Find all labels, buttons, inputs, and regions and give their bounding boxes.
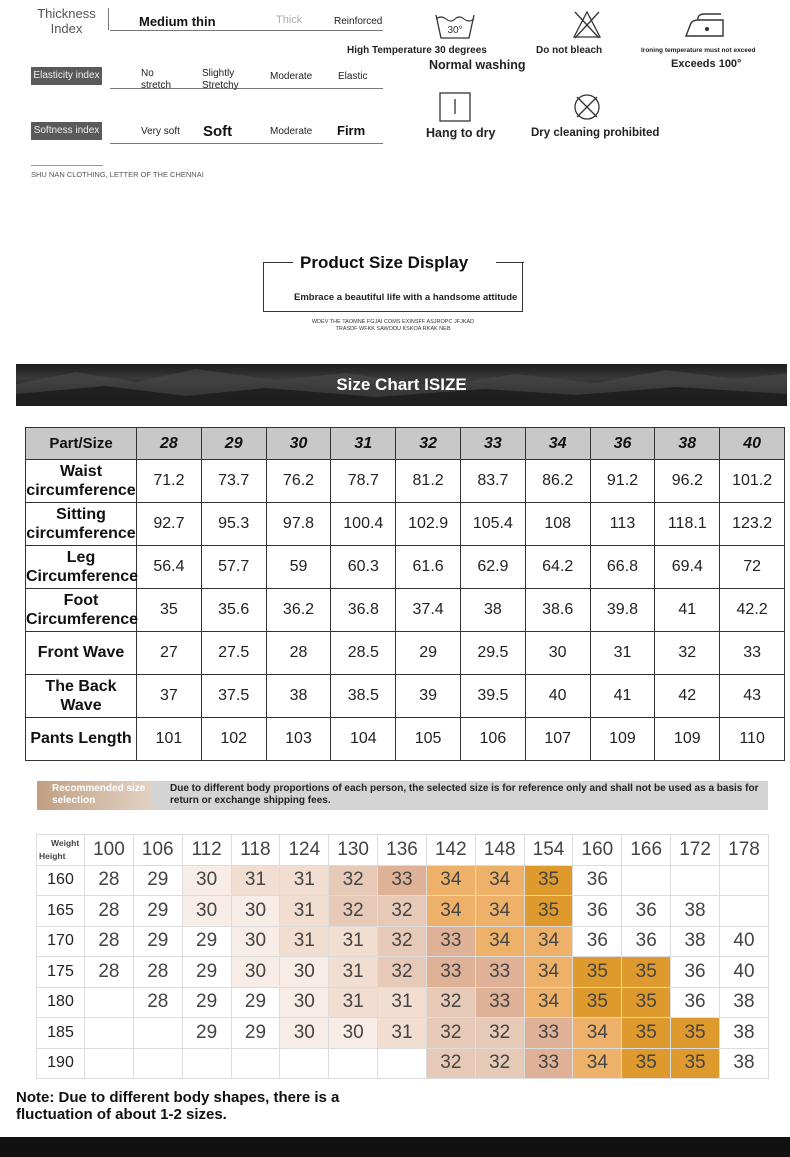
- banner-title: Size Chart ISIZE: [336, 375, 467, 394]
- size-header: 30: [266, 428, 331, 460]
- iron-label: Exceeds 100°: [671, 58, 742, 70]
- recommended-size: 36: [671, 957, 720, 988]
- measurement-value: 38: [266, 675, 331, 718]
- recommended-size: 31: [231, 865, 280, 896]
- measurement-value: 69.4: [655, 546, 720, 589]
- recommended-size: 34: [426, 865, 475, 896]
- elasticity-option: Moderate: [270, 71, 313, 82]
- recommended-size: [182, 1048, 231, 1079]
- thickness-option: Medium thin: [139, 14, 216, 29]
- softness-option: Firm: [337, 123, 366, 138]
- display-subtitle: Embrace a beautiful life with a handsome attitude: [294, 292, 518, 303]
- recommended-size: 38: [719, 1048, 768, 1079]
- recommended-size: 32: [426, 1018, 475, 1049]
- softness-line: [110, 143, 383, 144]
- height-row: [37, 987, 769, 1018]
- weight-header: 112: [182, 835, 231, 866]
- recommended-size: 29: [231, 987, 280, 1018]
- height-value: 175: [37, 957, 85, 988]
- recommended-size: 32: [378, 926, 427, 957]
- measurement-label: Pants Length: [26, 718, 137, 761]
- recommended-size: 29: [231, 1018, 280, 1049]
- weight-header: 142: [426, 835, 475, 866]
- recommended-size: 30: [182, 896, 231, 927]
- recommended-size: 28: [85, 957, 134, 988]
- measurement-value: 43: [720, 675, 785, 718]
- measurement-value: 78.7: [331, 460, 396, 503]
- measurement-value: 102.9: [396, 503, 461, 546]
- measurement-label: Waist circumference: [26, 460, 137, 503]
- measurement-value: 35: [137, 589, 202, 632]
- recommended-size: 30: [231, 896, 280, 927]
- weight-header: 100: [85, 835, 134, 866]
- measurement-value: 29.5: [460, 632, 525, 675]
- measurement-value: 56.4: [137, 546, 202, 589]
- measurement-value: 103: [266, 718, 331, 761]
- recommended-size: 29: [182, 957, 231, 988]
- hang-dry-icon: [439, 92, 471, 122]
- recommended-size: 36: [622, 926, 671, 957]
- recommended-size: 29: [182, 926, 231, 957]
- recommended-size: 34: [524, 926, 573, 957]
- measurement-value: 105: [396, 718, 461, 761]
- recommended-size: 35: [622, 1048, 671, 1079]
- size-header: 34: [525, 428, 590, 460]
- recommended-size: [719, 896, 768, 927]
- recommended-size: 31: [329, 957, 378, 988]
- dryclean-label: Dry cleaning prohibited: [531, 127, 660, 139]
- height-value: 190: [37, 1048, 85, 1079]
- recommended-size: 32: [475, 1048, 524, 1079]
- divider: [108, 8, 109, 30]
- recommended-size: 31: [280, 896, 329, 927]
- recommended-size: 33: [475, 957, 524, 988]
- recommended-size: 32: [426, 1048, 475, 1079]
- size-header: 36: [590, 428, 655, 460]
- recommended-size: [378, 1048, 427, 1079]
- measurement-value: 38.6: [525, 589, 590, 632]
- recommend-grid: [36, 834, 769, 1079]
- recommend-tag: Recommended size selection: [37, 781, 151, 810]
- recommended-size: 32: [329, 865, 378, 896]
- height-value: 160: [37, 865, 85, 896]
- weight-header: 148: [475, 835, 524, 866]
- wash-30-icon: [434, 12, 476, 40]
- softness-option: Soft: [203, 123, 233, 140]
- svg-text:30°: 30°: [447, 25, 463, 36]
- measurement-value: 71.2: [137, 460, 202, 503]
- fit-note: Note: Due to different body shapes, there is a fluctuation of about 1-2 sizes.: [16, 1089, 340, 1123]
- bleach-label: Do not bleach: [536, 45, 603, 56]
- weight-header: 106: [133, 835, 182, 866]
- height-row: [37, 926, 769, 957]
- measurement-value: 42: [655, 675, 720, 718]
- wash-label: Normal washing: [429, 58, 526, 72]
- recommended-size: 36: [671, 987, 720, 1018]
- recommended-size: 28: [85, 926, 134, 957]
- measurement-value: 66.8: [590, 546, 655, 589]
- height-value: 185: [37, 1018, 85, 1049]
- height-value: 180: [37, 987, 85, 1018]
- weight-header: 154: [524, 835, 573, 866]
- measurement-value: 62.9: [460, 546, 525, 589]
- measurement-value: 30: [525, 632, 590, 675]
- recommended-size: 35: [573, 957, 622, 988]
- corner-cell: Part/Size: [26, 428, 137, 460]
- thickness-option: Thick: [276, 14, 303, 26]
- recommended-size: [133, 1018, 182, 1049]
- recommended-size: 30: [231, 957, 280, 988]
- measurement-value: 39: [396, 675, 461, 718]
- recommended-size: 31: [329, 926, 378, 957]
- iron-icon: [683, 12, 727, 38]
- measurement-value: 64.2: [525, 546, 590, 589]
- code-line: WDEV THE TAOMNE FGJAI COMS EXINSFF ASJROPC JFJKAD: [311, 319, 475, 325]
- measurement-value: 96.2: [655, 460, 720, 503]
- recommended-size: 38: [719, 1018, 768, 1049]
- size-header: 33: [460, 428, 525, 460]
- recommended-size: 34: [475, 926, 524, 957]
- measurement-value: 61.6: [396, 546, 461, 589]
- measurement-value: 37.5: [201, 675, 266, 718]
- weight-header: 178: [719, 835, 768, 866]
- recommended-size: 29: [182, 1018, 231, 1049]
- measurement-label: Sitting circumference: [26, 503, 137, 546]
- recommended-size: 35: [573, 987, 622, 1018]
- recommended-size: 28: [133, 957, 182, 988]
- measurement-value: 37.4: [396, 589, 461, 632]
- measurement-value: 104: [331, 718, 396, 761]
- measurement-value: 27.5: [201, 632, 266, 675]
- recommended-size: 29: [182, 987, 231, 1018]
- weight-header: 166: [622, 835, 671, 866]
- recommended-size: 35: [671, 1048, 720, 1079]
- recommended-size: 33: [426, 957, 475, 988]
- recommended-size: 34: [524, 987, 573, 1018]
- no-dry-clean-icon: [573, 93, 601, 121]
- recommended-size: 30: [280, 987, 329, 1018]
- measurement-value: 101.2: [720, 460, 785, 503]
- measurement-value: 108: [525, 503, 590, 546]
- height-row: [37, 1018, 769, 1049]
- elasticity-option: No stretch: [141, 68, 172, 91]
- recommended-size: [85, 1048, 134, 1079]
- weight-header: 172: [671, 835, 720, 866]
- recommended-size: [280, 1048, 329, 1079]
- measurement-value: 36.2: [266, 589, 331, 632]
- size-header-row: [26, 428, 785, 460]
- measurement-value: 27: [137, 632, 202, 675]
- recommended-size: 28: [85, 896, 134, 927]
- recommended-size: 35: [671, 1018, 720, 1049]
- size-header: 31: [331, 428, 396, 460]
- recommended-size: 30: [329, 1018, 378, 1049]
- recommended-size: 34: [475, 865, 524, 896]
- recommended-size: 34: [573, 1018, 622, 1049]
- recommended-size: 33: [524, 1048, 573, 1079]
- recommended-size: 38: [671, 896, 720, 927]
- softness-label: Softness index: [31, 122, 102, 140]
- recommended-size: 33: [426, 926, 475, 957]
- height-row: [37, 957, 769, 988]
- size-chart-banner: [16, 364, 787, 406]
- measurement-value: 29: [396, 632, 461, 675]
- measurement-label: Leg Circumference: [26, 546, 137, 589]
- recommend-text: Due to different body proportions of each person, the selected size is for reference only and shall not be used as a basis for return or exchange shipping fees.: [170, 783, 759, 806]
- size-row: [26, 503, 785, 546]
- measurement-label: Front Wave: [26, 632, 137, 675]
- measurement-value: 86.2: [525, 460, 590, 503]
- measurement-value: 59: [266, 546, 331, 589]
- softness-option: Moderate: [270, 126, 313, 137]
- measurement-value: 31: [590, 632, 655, 675]
- recommended-size: 33: [475, 987, 524, 1018]
- recommended-size: 31: [329, 987, 378, 1018]
- recommended-size: [133, 1048, 182, 1079]
- corner-cell: [37, 835, 85, 866]
- recommended-size: [671, 865, 720, 896]
- recommended-size: 33: [378, 865, 427, 896]
- recommended-size: 33: [524, 1018, 573, 1049]
- measurement-value: 83.7: [460, 460, 525, 503]
- measurement-value: 37: [137, 675, 202, 718]
- recommended-size: 34: [475, 896, 524, 927]
- iron-caption: Ironing temperature must not exceed: [641, 47, 756, 54]
- divider: [31, 165, 103, 166]
- size-header: 28: [137, 428, 202, 460]
- weight-header: 160: [573, 835, 622, 866]
- brand-line: SHU NAN CLOTHING, LETTER OF THE CHENNAI: [31, 170, 204, 179]
- weight-header: 124: [280, 835, 329, 866]
- measurement-value: 106: [460, 718, 525, 761]
- recommended-size: 32: [378, 957, 427, 988]
- recommended-size: 28: [133, 987, 182, 1018]
- size-row: [26, 546, 785, 589]
- thickness-line: [110, 30, 383, 31]
- size-row: [26, 718, 785, 761]
- recommended-size: 35: [622, 957, 671, 988]
- recommended-size: 36: [573, 926, 622, 957]
- code-line: TRASDF WFKK SAWODU KSKOA RKAK NEB: [335, 325, 451, 332]
- measurement-value: 72: [720, 546, 785, 589]
- weight-header-row: [37, 835, 769, 866]
- recommended-size: 29: [133, 926, 182, 957]
- measurement-value: 28: [266, 632, 331, 675]
- measurement-value: 100.4: [331, 503, 396, 546]
- measurement-value: 76.2: [266, 460, 331, 503]
- measurement-value: 41: [655, 589, 720, 632]
- measurement-value: 123.2: [720, 503, 785, 546]
- size-chart-table: [25, 427, 785, 761]
- height-value: 165: [37, 896, 85, 927]
- recommended-size: 31: [280, 926, 329, 957]
- measurement-value: 41: [590, 675, 655, 718]
- recommended-size: 40: [719, 926, 768, 957]
- recommended-size: 36: [573, 896, 622, 927]
- recommended-size: [719, 865, 768, 896]
- recommended-size: 38: [719, 987, 768, 1018]
- measurement-value: 42.2: [720, 589, 785, 632]
- size-row: [26, 632, 785, 675]
- measurement-value: 60.3: [331, 546, 396, 589]
- weight-header: 118: [231, 835, 280, 866]
- recommended-size: 29: [133, 865, 182, 896]
- measurement-value: 101: [137, 718, 202, 761]
- height-value: 170: [37, 926, 85, 957]
- measurement-value: 40: [525, 675, 590, 718]
- recommended-size: 30: [231, 926, 280, 957]
- recommended-size: 28: [85, 865, 134, 896]
- measurement-value: 32: [655, 632, 720, 675]
- measurement-value: 109: [590, 718, 655, 761]
- thickness-label: Thickness Index: [37, 6, 96, 36]
- measurement-value: 33: [720, 632, 785, 675]
- recommended-size: 32: [329, 896, 378, 927]
- size-row: [26, 675, 785, 718]
- recommended-size: 35: [524, 896, 573, 927]
- elasticity-option: Elastic: [338, 71, 368, 82]
- softness-option: Very soft: [141, 126, 180, 137]
- measurement-value: 109: [655, 718, 720, 761]
- recommended-size: [622, 865, 671, 896]
- measurement-value: 39.5: [460, 675, 525, 718]
- measurement-value: 105.4: [460, 503, 525, 546]
- height-row: [37, 896, 769, 927]
- dry-label: Hang to dry: [426, 126, 496, 140]
- recommended-size: 32: [475, 1018, 524, 1049]
- measurement-value: 39.8: [590, 589, 655, 632]
- recommended-size: 30: [280, 1018, 329, 1049]
- size-header: 29: [201, 428, 266, 460]
- height-row: [37, 1048, 769, 1079]
- size-row: [26, 460, 785, 503]
- measurement-value: 38.5: [331, 675, 396, 718]
- measurement-value: 97.8: [266, 503, 331, 546]
- recommended-size: 32: [426, 987, 475, 1018]
- measurement-value: 81.2: [396, 460, 461, 503]
- measurement-value: 118.1: [655, 503, 720, 546]
- measurement-value: 28.5: [331, 632, 396, 675]
- display-codes: [263, 319, 523, 332]
- elasticity-option: Slightly Stretchy: [202, 68, 239, 91]
- recommended-size: 40: [719, 957, 768, 988]
- size-header: 32: [396, 428, 461, 460]
- recommended-size: 29: [133, 896, 182, 927]
- measurement-value: 36.8: [331, 589, 396, 632]
- recommended-size: 35: [524, 865, 573, 896]
- size-header: 40: [720, 428, 785, 460]
- measurement-value: 107: [525, 718, 590, 761]
- recommended-size: 34: [524, 957, 573, 988]
- recommended-size: 31: [378, 987, 427, 1018]
- recommended-size: 36: [622, 896, 671, 927]
- measurement-value: 92.7: [137, 503, 202, 546]
- measurement-value: 35.6: [201, 589, 266, 632]
- height-label: Height: [39, 851, 66, 861]
- measurement-value: 95.3: [201, 503, 266, 546]
- elasticity-label: Elasticity index: [31, 67, 102, 85]
- footer-bar: [0, 1137, 790, 1157]
- measurement-label: Foot Circumference: [26, 589, 137, 632]
- recommended-size: [329, 1048, 378, 1079]
- wash-caption: High Temperature 30 degrees: [347, 45, 487, 56]
- display-title: Product Size Display: [300, 253, 469, 272]
- measurement-value: 57.7: [201, 546, 266, 589]
- recommended-size: 30: [182, 865, 231, 896]
- measurement-value: 91.2: [590, 460, 655, 503]
- thickness-option: Reinforced: [334, 16, 383, 27]
- size-header: 38: [655, 428, 720, 460]
- recommended-size: 38: [671, 926, 720, 957]
- measurement-value: 113: [590, 503, 655, 546]
- recommended-size: 32: [378, 896, 427, 927]
- size-row: [26, 589, 785, 632]
- recommended-size: 31: [378, 1018, 427, 1049]
- height-row: [37, 865, 769, 896]
- measurement-value: 38: [460, 589, 525, 632]
- recommended-size: 31: [280, 865, 329, 896]
- measurement-label: The Back Wave: [26, 675, 137, 718]
- recommended-size: 35: [622, 987, 671, 1018]
- recommended-size: 34: [426, 896, 475, 927]
- weight-header: 130: [329, 835, 378, 866]
- recommended-size: 35: [622, 1018, 671, 1049]
- recommended-size: 34: [573, 1048, 622, 1079]
- recommended-size: 36: [573, 865, 622, 896]
- weight-label: Weight: [51, 838, 80, 848]
- recommended-size: [231, 1048, 280, 1079]
- measurement-value: 110: [720, 718, 785, 761]
- measurement-value: 73.7: [201, 460, 266, 503]
- recommended-size: [85, 987, 134, 1018]
- weight-header: 136: [378, 835, 427, 866]
- no-bleach-icon: [572, 10, 602, 40]
- recommended-size: 30: [280, 957, 329, 988]
- measurement-value: 102: [201, 718, 266, 761]
- recommended-size: [85, 1018, 134, 1049]
